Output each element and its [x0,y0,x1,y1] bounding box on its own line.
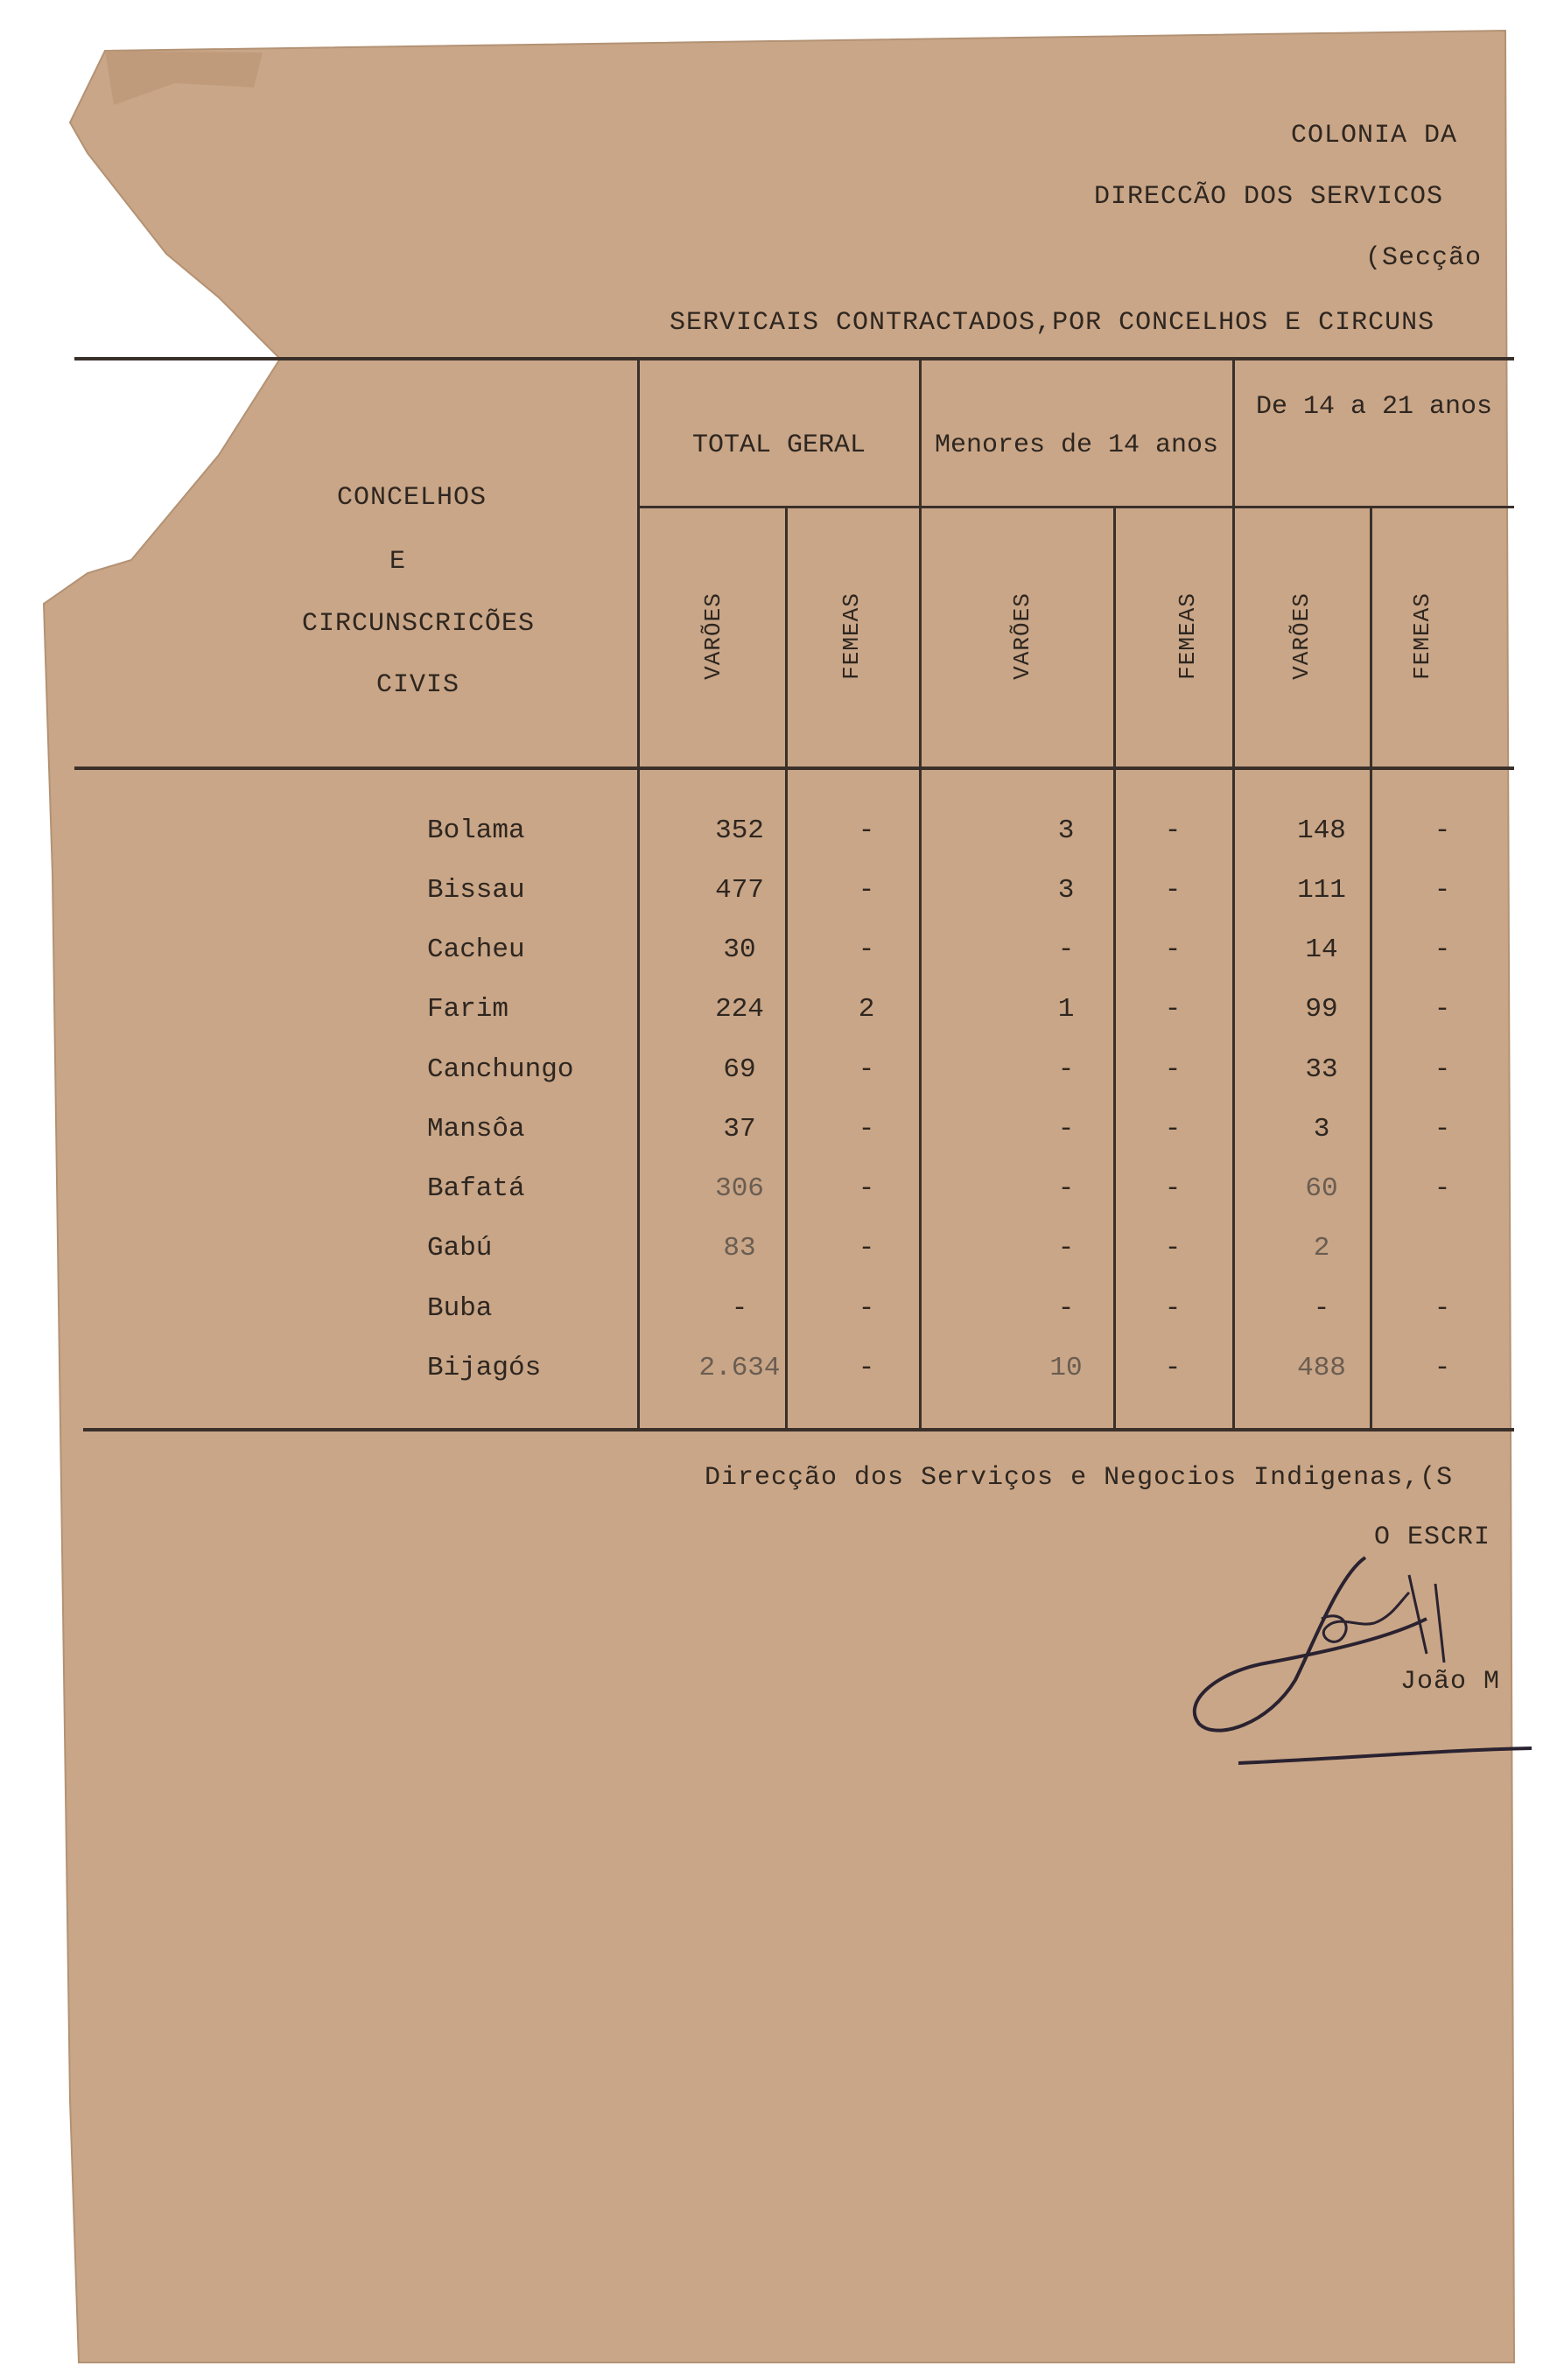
table-cell: 3 [1313,1114,1330,1144]
row-header-line: CIVIS [376,670,460,700]
table-cell: 111 [1297,875,1346,906]
footer-escrivao: O ESCRI [1374,1522,1491,1552]
table-cell: - [1057,1173,1075,1204]
table-cell: - [1057,1233,1075,1264]
table-cell: - [1434,816,1451,846]
table-cell: - [858,1353,875,1383]
table-cell: - [1434,875,1451,906]
table-cell: 1 [1057,994,1075,1025]
subheader-varoes: VARÕES [1009,592,1035,680]
subheader-femeas: FEMEAS [1175,592,1201,680]
table-cell: - [1164,875,1182,906]
subheader-femeas: FEMEAS [838,592,865,680]
row-label: Bissau [427,875,525,906]
table-cell: 352 [715,816,764,846]
row-label: Bolama [427,816,525,846]
table-cell: - [1434,1173,1451,1204]
header-seccao: (Secção [1365,243,1483,273]
table-cell: - [1434,1293,1451,1324]
group-14-21: De 14 a 21 anos [1255,392,1493,422]
subheader-femeas: FEMEAS [1409,592,1435,680]
table-cell: 2 [1313,1233,1330,1264]
table-cell: - [1164,1173,1182,1204]
header-bottom-rule [74,766,1514,770]
row-label: Farim [427,994,509,1025]
table-cell: - [1057,1114,1075,1144]
table-cell: - [858,934,875,965]
table-cell: - [1164,816,1182,846]
footer-line: Direcção dos Serviços e Negocios Indigenas,(S [705,1463,1454,1493]
table-cell: 10 [1049,1353,1083,1383]
table-cell: - [1434,994,1451,1025]
table-cell: 2 [858,994,875,1025]
subheader-varoes: VARÕES [1288,592,1315,680]
table-cell: - [1434,1054,1451,1085]
col-divider [1370,506,1372,1430]
table-cell: - [858,1233,875,1264]
row-label: Bafatá [427,1173,525,1204]
table-cell: - [731,1293,748,1324]
table-cell: 2.634 [698,1353,781,1383]
table-cell: - [1164,994,1182,1025]
row-header-line: CIRCUNSCRICÕES [302,609,536,639]
table-cell: 14 [1305,934,1338,965]
table-cell: - [1164,1353,1182,1383]
table-cell: 69 [723,1054,756,1085]
table-cell: - [858,1054,875,1085]
header-direccao: DIRECCÃO DOS SERVICOS [1094,182,1444,212]
col-divider [785,506,788,1430]
table-cell: - [858,1114,875,1144]
signer-name: João M [1400,1667,1501,1697]
table-cell: - [1434,1353,1451,1383]
table-cell: 3 [1057,816,1075,846]
col-divider [1113,506,1116,1430]
table-cell: - [1164,1054,1182,1085]
table-cell: - [1164,1293,1182,1324]
row-label: Gabú [427,1233,493,1264]
table-cell: - [1434,1114,1451,1144]
table-cell: - [1057,934,1075,965]
table-cell: - [1164,1114,1182,1144]
table-cell: - [1057,1054,1075,1085]
table-top-rule [74,357,1514,360]
table-cell: 83 [723,1233,756,1264]
table-cell: 148 [1297,816,1346,846]
table-cell: - [858,1173,875,1204]
table-cell: 60 [1305,1173,1338,1204]
row-label: Bijagós [427,1353,542,1383]
group-total-geral: TOTAL GERAL [691,430,866,460]
table-title: SERVICAIS CONTRACTADOS,POR CONCELHOS E CIRCUNS [670,308,1435,338]
table-cell: 306 [715,1173,764,1204]
table-cell: - [1434,934,1451,965]
table-cell: 33 [1305,1054,1338,1085]
table-cell: 477 [715,875,764,906]
table-cell: - [1057,1293,1075,1324]
table-cell: 30 [723,934,756,965]
table-cell: 3 [1057,875,1075,906]
row-label: Mansôa [427,1114,525,1144]
header-colonia: COLONIA DA [1291,121,1458,150]
row-label: Cacheu [427,934,525,965]
table-cell: 488 [1297,1353,1346,1383]
table-bottom-rule [83,1428,1514,1432]
table-cell: - [858,816,875,846]
table-cell: - [858,875,875,906]
group-menores-14: Menores de 14 anos [934,430,1219,460]
table-cell: 224 [715,994,764,1025]
row-header-line: E [389,547,407,577]
group-header-rule [637,506,1514,508]
subheader-varoes: VARÕES [700,592,726,680]
row-label: Canchungo [427,1054,574,1085]
table-cell: - [1164,1233,1182,1264]
row-header-line: CONCELHOS [337,483,487,513]
table-cell: 99 [1305,994,1338,1025]
table-cell: - [1313,1293,1330,1324]
table-cell: 37 [723,1114,756,1144]
table-cell: - [858,1293,875,1324]
row-label: Buba [427,1293,493,1324]
signature [1164,1540,1532,1785]
table-cell: - [1164,934,1182,965]
col-divider [637,357,640,1430]
